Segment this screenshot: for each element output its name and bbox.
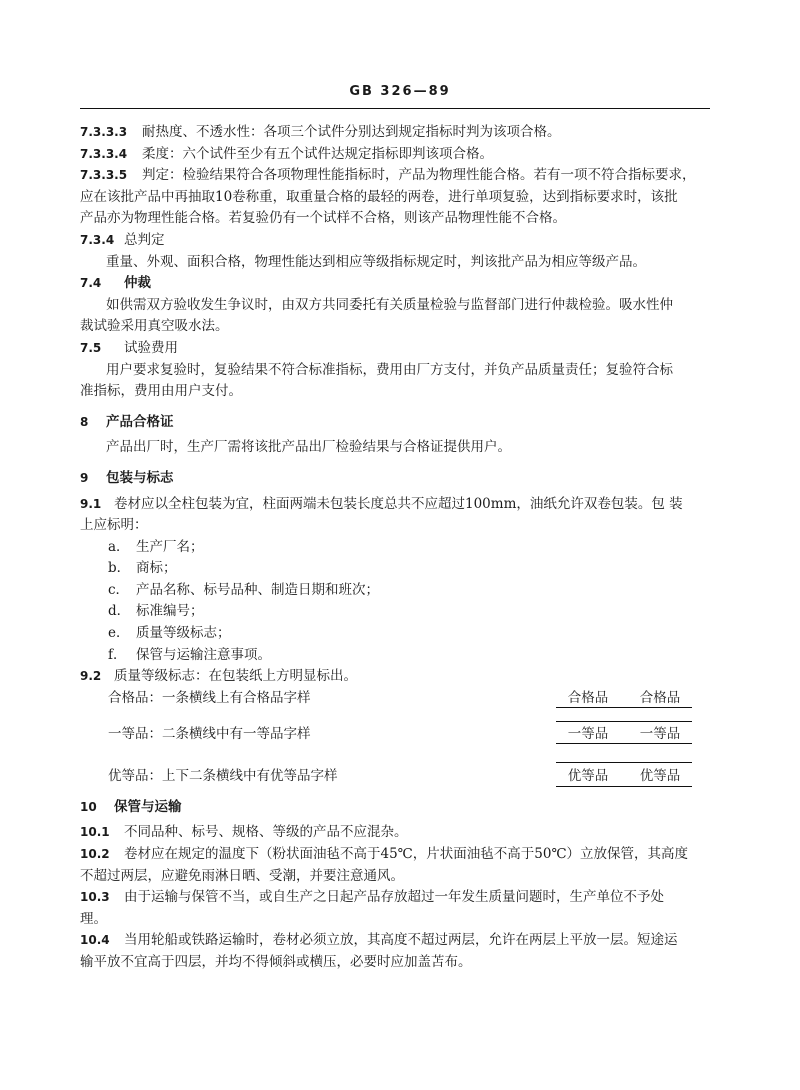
grade-row-superior bbox=[80, 766, 712, 788]
clause-7-3-3-4 bbox=[80, 144, 712, 166]
grade-label: 一等品：二条横线中有一等品字样 bbox=[108, 725, 311, 742]
clause-10-2 bbox=[80, 844, 712, 866]
grade-line bbox=[556, 743, 692, 744]
clause-text-line: 产品亦为物理性能合格。若复验仍有一个试样不合格，则该产品物理性能不合格。 bbox=[80, 210, 566, 227]
standard-code: GB 326—89 bbox=[349, 84, 451, 99]
clause-title: 仲裁 bbox=[124, 275, 151, 292]
clause-number: 10.3 bbox=[80, 890, 110, 905]
grade-sample: 优等品 bbox=[567, 767, 609, 784]
section-10 bbox=[80, 797, 712, 819]
clause-text: 质量等级标志：在包装纸上方明显标出。 bbox=[114, 668, 357, 685]
clause-9-1 bbox=[80, 494, 712, 516]
list-marker: c． bbox=[108, 581, 130, 598]
list-item bbox=[80, 558, 712, 580]
clause-text-line: 裁试验采用真空吸水法。 bbox=[80, 318, 229, 335]
grade-sample: 合格品 bbox=[567, 689, 609, 706]
clause-7-3-3-3 bbox=[80, 122, 712, 144]
list-text: 产品名称、标号品种、制造日期和班次； bbox=[136, 581, 379, 598]
grade-row-first bbox=[80, 724, 712, 746]
clause-text: 不同品种、标号、规格、等级的产品不应混杂。 bbox=[124, 824, 408, 841]
list-text: 生产厂名； bbox=[136, 538, 204, 555]
list-text: 保管与运输注意事项。 bbox=[136, 646, 271, 663]
header-rule bbox=[80, 108, 710, 109]
list-item bbox=[80, 601, 712, 623]
clause-number: 7.3.3.5 bbox=[80, 168, 128, 183]
clause-number: 7.5 bbox=[80, 340, 102, 355]
section-title: 保管与运输 bbox=[114, 798, 182, 815]
grade-line bbox=[556, 721, 692, 722]
grade-sample: 优等品 bbox=[639, 767, 681, 784]
clause-number: 10.4 bbox=[80, 933, 110, 948]
list-item bbox=[80, 623, 712, 645]
list-text: 质量等级标志； bbox=[136, 625, 231, 642]
clause-text: 卷材应在规定的温度下（粉状面油毡不高于45℃，片状面油毡不高于50℃）立放保管，其高度 bbox=[124, 846, 689, 863]
clause-number: 7.3.3.4 bbox=[80, 146, 128, 161]
clause-text-line: 用户要求复验时，复验结果不符合标准指标，费用由厂方支付，并负产品质量责任；复验符合标 bbox=[106, 361, 673, 378]
clause-9-2 bbox=[80, 666, 712, 688]
list-item bbox=[80, 537, 712, 559]
section-9 bbox=[80, 468, 712, 490]
grade-row-qualified bbox=[80, 688, 712, 710]
clause-text-line: 准指标，费用由用户支付。 bbox=[80, 383, 242, 400]
list-marker: b． bbox=[108, 560, 131, 577]
section-number: 9 bbox=[80, 470, 89, 485]
list-item bbox=[80, 580, 712, 602]
grade-label: 优等品：上下二条横线中有优等品字样 bbox=[108, 767, 338, 784]
clause-number: 7.4 bbox=[80, 276, 102, 291]
grade-line bbox=[556, 786, 692, 787]
clause-text-line: 产品出厂时，生产厂需将该批产品出厂检验结果与合格证提供用户。 bbox=[106, 439, 511, 456]
document-body bbox=[80, 122, 712, 974]
grade-sample: 合格品 bbox=[639, 689, 681, 706]
clause-7-4 bbox=[80, 273, 712, 295]
list-text: 标准编号； bbox=[136, 603, 204, 620]
section-title: 产品合格证 bbox=[106, 413, 174, 430]
clause-title: 总判定 bbox=[124, 231, 165, 248]
section-title: 包装与标志 bbox=[106, 469, 174, 486]
grade-label: 合格品：一条横线上有合格品字样 bbox=[108, 689, 311, 706]
clause-text-line: 上应标明： bbox=[80, 517, 148, 534]
clause-text: 由于运输与保管不当，或自生产之日起产品存放超过一年发生质量问题时，生产单位不予处 bbox=[124, 889, 664, 906]
clause-number: 9.1 bbox=[80, 496, 102, 511]
list-item bbox=[80, 645, 712, 667]
clause-7-3-3-5 bbox=[80, 165, 712, 187]
clause-text-line: 不超过两层，应避免雨淋日晒、受潮，并要注意通风。 bbox=[80, 867, 404, 884]
clause-text-line: 重量、外观、面积合格，物理性能达到相应等级指标规定时，判该批产品为相应等级产品。 bbox=[106, 253, 646, 270]
clause-title: 试验费用 bbox=[124, 339, 178, 356]
grade-sample: 一等品 bbox=[639, 725, 681, 742]
list-marker: a． bbox=[108, 538, 130, 555]
clause-number: 7.3.3.3 bbox=[80, 125, 128, 139]
clause-10-3 bbox=[80, 887, 712, 909]
clause-10-4 bbox=[80, 930, 712, 952]
grade-line bbox=[556, 707, 692, 708]
list-marker: f． bbox=[108, 646, 127, 663]
clause-number: 10.1 bbox=[80, 825, 110, 840]
section-8 bbox=[80, 412, 712, 434]
clause-text: 柔度：六个试件至少有五个试件达规定指标即判该项合格。 bbox=[142, 145, 493, 162]
section-number: 10 bbox=[80, 799, 97, 814]
clause-text: 卷材应以全柱包装为宜，柱面两端未包装长度总共不应超过100mm，油纸允许双卷包装。包 装 bbox=[114, 495, 683, 512]
list-marker: d． bbox=[108, 603, 131, 620]
grade-line bbox=[556, 762, 692, 763]
clause-text-line: 理。 bbox=[80, 910, 107, 927]
list-marker: e． bbox=[108, 625, 130, 642]
clause-number: 9.2 bbox=[80, 669, 102, 684]
section-number: 8 bbox=[80, 414, 89, 429]
list-text: 商标； bbox=[136, 560, 177, 577]
clause-text: 耐热度、不透水性：各项三个试件分别达到规定指标时判为该项合格。 bbox=[142, 124, 561, 140]
clause-text-line: 输平放不宜高于四层，并均不得倾斜或横压，必要时应加盖苫布。 bbox=[80, 954, 472, 970]
clause-text-line: 如供需双方验收发生争议时，由双方共同委托有关质量检验与监督部门进行仲裁检验。吸水性仲 bbox=[106, 296, 673, 313]
clause-text: 当用轮船或铁路运输时，卷材必须立放，其高度不超过两层，允许在两层上平放一层。短途运 bbox=[124, 932, 678, 949]
clause-number: 10.2 bbox=[80, 847, 110, 862]
clause-7-5 bbox=[80, 338, 712, 360]
clause-text-line: 应在该批产品中再抽取10卷称重，取重量合格的最轻的两卷，进行单项复验，达到指标要求时，该批 bbox=[80, 188, 678, 205]
grade-sample: 一等品 bbox=[567, 725, 609, 742]
clause-number: 7.3.4 bbox=[80, 232, 115, 247]
clause-text: 判定：检验结果符合各项物理性能指标时，产品为物理性能合格。若有一项不符合指标要求， bbox=[142, 167, 696, 184]
clause-7-3-4 bbox=[80, 230, 712, 252]
clause-10-1 bbox=[80, 822, 712, 844]
